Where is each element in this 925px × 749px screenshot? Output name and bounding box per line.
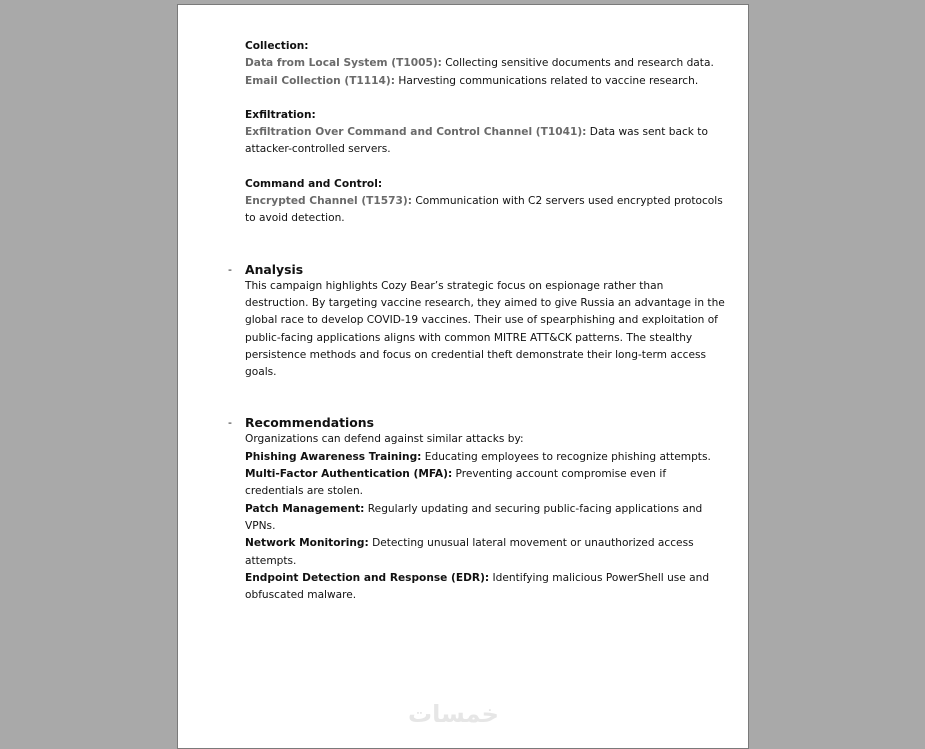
recommendations-intro: Organizations can defend against similar attacks by: (245, 433, 524, 446)
recommendations-heading-text: Recommendations (245, 415, 374, 431)
recommendation-term: Patch Management: (245, 502, 365, 515)
collection-item (245, 55, 725, 72)
technique-name: Data from Local System (T1005): (245, 57, 442, 70)
recommendation-item (245, 449, 725, 466)
recommendation-item (245, 466, 725, 501)
command-control-heading: Command and Control: (245, 177, 383, 190)
analysis-heading-text: Analysis (245, 261, 304, 277)
technique-name: Exfiltration Over Command and Control Channel (T1041): (245, 126, 587, 139)
recommendation-term: Multi-Factor Authentication (MFA): (245, 468, 453, 481)
analysis-heading (228, 261, 725, 278)
recommendation-text: Identifying malicious PowerShell use and obfuscated malware. (245, 571, 710, 602)
recommendation-text: Regularly updating and securing public-facing applications and VPNs. (245, 502, 703, 532)
recommendation-item (245, 535, 725, 570)
technique-description: Harvesting communications related to vaccine research. (395, 74, 699, 87)
document-page (177, 4, 749, 749)
exfiltration-heading: Exfiltration: (245, 108, 316, 121)
collection-item (245, 73, 725, 90)
technique-description: Collecting sensitive documents and research data. (441, 57, 714, 70)
analysis-body: This campaign highlights Cozy Bear’s strategic focus on espionage rather than destruction. By targeting vaccine research, they aimed to give Russia an advantage in the global race to develop COVID-19 vaccines. Their use of spearphishing and exploitation of public-facing applications aligns with common MITRE ATT&CK patterns. The stealthy persistence methods and focus on credential theft demonstrate their long-term access goals. (245, 279, 725, 379)
recommendation-text: Detecting unusual lateral movement or unauthorized access attempts. (245, 537, 694, 567)
bullet-marker: - (228, 416, 232, 430)
command-control-item (245, 193, 725, 228)
collection-heading: Collection: (245, 40, 309, 52)
technique-name: Encrypted Channel (T1573): (245, 195, 412, 208)
recommendation-term: Endpoint Detection and Response (EDR): (245, 571, 490, 584)
technique-name: Email Collection (T1114): (245, 74, 395, 87)
recommendation-item (245, 501, 725, 536)
document-content (228, 38, 725, 604)
recommendation-text: Preventing account compromise even if credentials are stolen. (245, 468, 667, 498)
technique-description: Data was sent back to attacker-controlled servers. (245, 126, 708, 156)
bullet-marker: - (228, 262, 232, 276)
watermark-logo: خمسات (408, 700, 499, 728)
recommendation-term: Phishing Awareness Training: (245, 450, 422, 463)
technique-description: Communication with C2 servers used encrypted protocols to avoid detection. (245, 195, 723, 225)
recommendation-item (245, 570, 725, 605)
exfiltration-item (245, 124, 725, 159)
recommendation-term: Network Monitoring: (245, 537, 369, 550)
recommendations-heading (228, 414, 725, 431)
recommendation-text: Educating employees to recognize phishing attempts. (421, 450, 711, 463)
